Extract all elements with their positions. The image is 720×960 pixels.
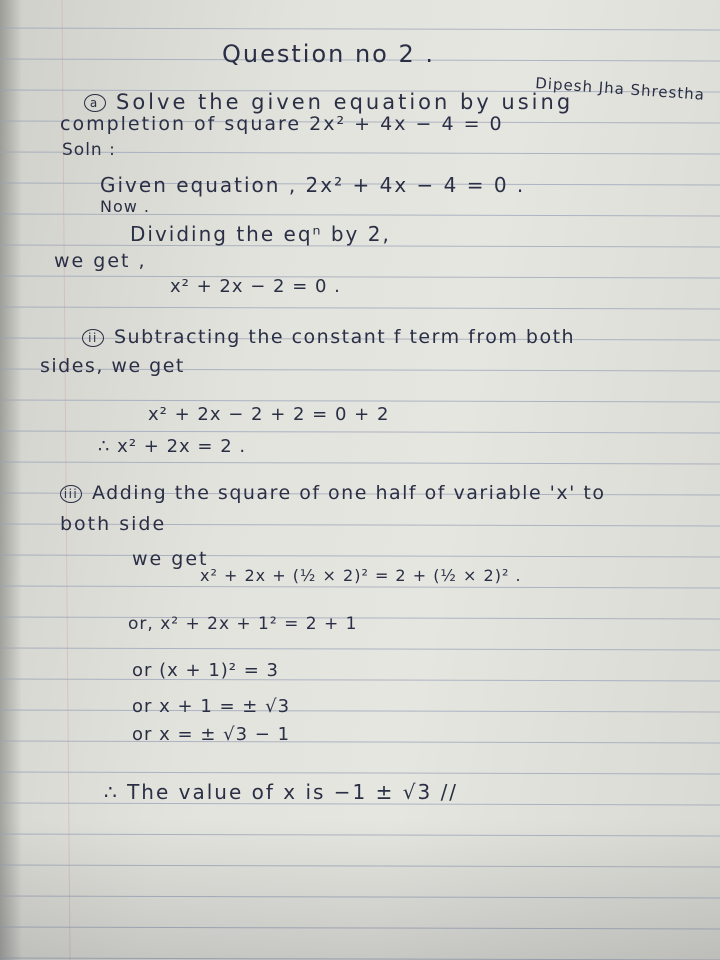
given-equation: Given equation , 2x² + 4x − 4 = 0 . bbox=[100, 173, 526, 197]
ruled-line bbox=[0, 772, 720, 774]
or-equation-3: or x + 1 = ± √3 bbox=[132, 696, 291, 717]
step-3-number: iii bbox=[60, 485, 82, 503]
ruled-line bbox=[0, 28, 720, 30]
step-2-line-2: sides, we get bbox=[40, 355, 185, 377]
final-answer: ∴ The value of x is −1 ± √3 // bbox=[104, 780, 459, 804]
ruled-line bbox=[0, 400, 720, 402]
problem-line-1 bbox=[84, 90, 573, 114]
add-square-equation: x² + 2x + (½ × 2)² = 2 + (½ × 2)² . bbox=[200, 566, 522, 585]
or-equation-1: or, x² + 2x + 1² = 2 + 1 bbox=[128, 614, 358, 634]
divided-equation: x² + 2x − 2 = 0 . bbox=[170, 276, 341, 297]
we-get-label-2: we get bbox=[132, 548, 209, 570]
now-label: Now . bbox=[100, 197, 151, 216]
we-get-label-1: we get , bbox=[54, 250, 147, 272]
ruled-line bbox=[0, 710, 720, 712]
page-bottom-shadow bbox=[0, 820, 720, 960]
ruled-line bbox=[0, 648, 720, 650]
step-3-line-1 bbox=[60, 482, 605, 504]
dividing-step: Dividing the eqⁿ by 2, bbox=[130, 222, 391, 246]
ruled-line bbox=[0, 679, 720, 681]
author-signature: Dipesh Jha Shrestha bbox=[534, 74, 706, 104]
step-2-number: ii bbox=[82, 329, 104, 347]
subtract-equation: x² + 2x − 2 + 2 = 0 + 2 bbox=[148, 404, 390, 425]
problem-line-2: completion of square 2x² + 4x − 4 = 0 bbox=[60, 113, 504, 135]
problem-number: a bbox=[84, 94, 106, 112]
or-equation-2: or (x + 1)² = 3 bbox=[132, 660, 280, 681]
ruled-line bbox=[0, 431, 720, 433]
problem-text-1: Solve the given equation by using bbox=[116, 90, 574, 114]
ruled-line bbox=[0, 741, 720, 743]
ruled-line bbox=[0, 617, 720, 619]
step-2-line-1 bbox=[82, 326, 575, 348]
ruled-line bbox=[0, 555, 720, 557]
ruled-line bbox=[0, 462, 720, 464]
step-2-text-1: Subtracting the constant f term from both bbox=[114, 326, 576, 348]
step-3-line-2: both side bbox=[60, 513, 167, 535]
step-3-text-1: Adding the square of one half of variable 'x' to bbox=[92, 482, 606, 504]
ruled-line bbox=[0, 276, 720, 278]
page-title: Question no 2 . bbox=[222, 40, 436, 68]
subtract-result: ∴ x² + 2x = 2 . bbox=[98, 436, 247, 457]
ruled-line bbox=[0, 307, 720, 309]
ruled-line bbox=[0, 586, 720, 588]
solution-label: Soln : bbox=[62, 140, 116, 160]
or-equation-4: or x = ± √3 − 1 bbox=[132, 724, 291, 745]
